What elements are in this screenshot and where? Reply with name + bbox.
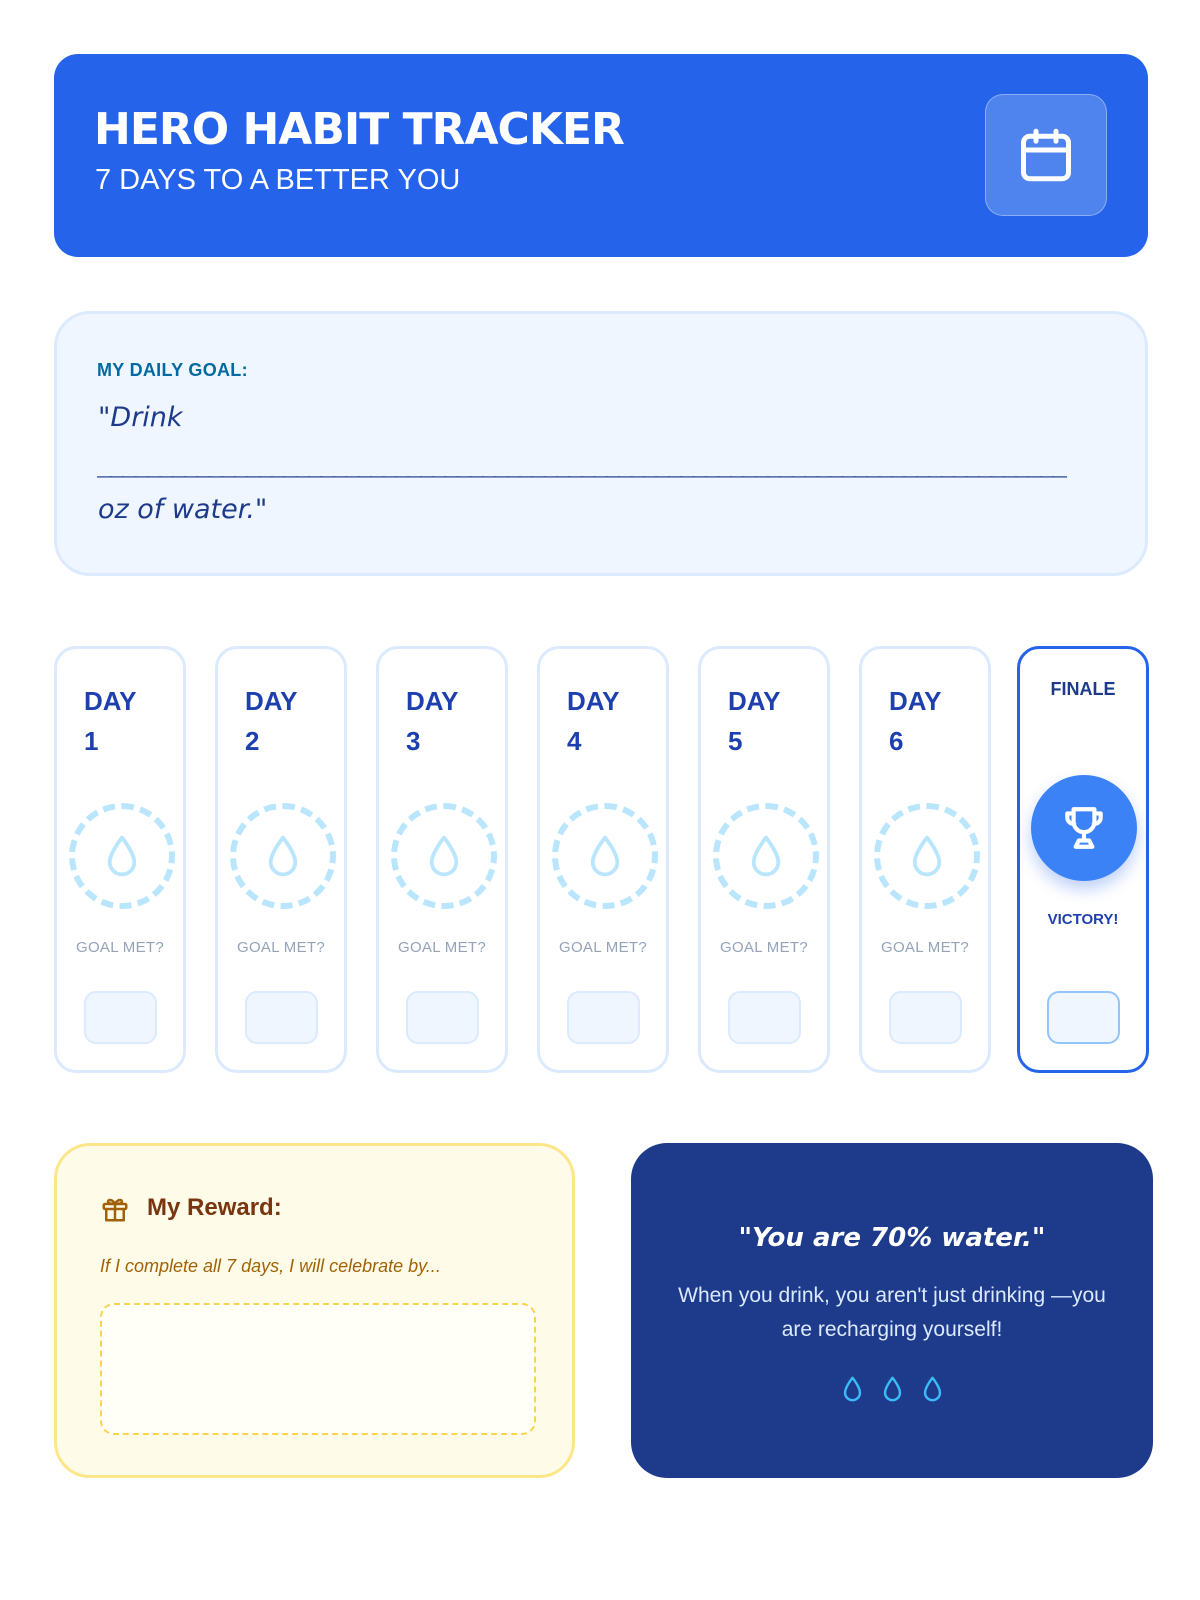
day-label: DAY (245, 686, 298, 716)
reward-card (54, 1143, 575, 1478)
day-title (245, 681, 298, 761)
reward-subtitle: If I complete all 7 days, I will celebrate by... (100, 1256, 441, 1276)
water-drop-icon (841, 1375, 864, 1403)
water-drop-icon (103, 833, 141, 879)
reward-title: My Reward: (147, 1194, 282, 1221)
finale-checkbox[interactable] (1047, 991, 1120, 1044)
goal-met-label: GOAL MET? (720, 939, 808, 956)
victory-label: VICTORY! (1047, 911, 1119, 928)
water-tracker-circle[interactable] (874, 803, 980, 909)
day-card-2 (215, 646, 347, 1073)
gift-icon (100, 1194, 130, 1224)
water-drop-icon (908, 833, 946, 879)
water-drop-icon (921, 1375, 944, 1403)
day-number: 6 (889, 726, 904, 756)
goal-met-checkbox[interactable] (406, 991, 479, 1044)
header-banner (54, 54, 1148, 257)
water-drop-icon (747, 833, 785, 879)
day-number: 2 (245, 726, 260, 756)
trophy-badge (1031, 775, 1137, 881)
goal-met-checkbox[interactable] (245, 991, 318, 1044)
day-title (889, 681, 942, 761)
water-tracker-circle[interactable] (69, 803, 175, 909)
daily-goal-card (54, 311, 1148, 576)
finale-card (1017, 646, 1149, 1073)
day-number: 3 (406, 726, 421, 756)
water-tracker-circle[interactable] (552, 803, 658, 909)
day-number: 5 (728, 726, 743, 756)
day-label: DAY (84, 686, 137, 716)
motivation-card (631, 1143, 1153, 1478)
goal-text-end: oz of water." (98, 494, 268, 525)
goal-met-label: GOAL MET? (237, 939, 325, 956)
goal-met-label: GOAL MET? (76, 939, 164, 956)
goal-met-checkbox[interactable] (84, 991, 157, 1044)
water-tracker-circle[interactable] (230, 803, 336, 909)
goal-text-start: "Drink (98, 402, 183, 433)
day-label: DAY (406, 686, 459, 716)
water-drop-icon (586, 833, 624, 879)
calendar-icon (1016, 125, 1076, 185)
trophy-icon (1059, 803, 1109, 853)
goal-met-checkbox[interactable] (889, 991, 962, 1044)
day-label: DAY (728, 686, 781, 716)
day-card-1 (54, 646, 186, 1073)
day-title (406, 681, 459, 761)
finale-title: FINALE (1050, 679, 1116, 699)
goal-amount-blank[interactable]: ______________________________________________________________________________ (97, 454, 1065, 483)
app-title: HERO HABIT TRACKER (94, 104, 624, 155)
reward-input-area[interactable] (100, 1303, 536, 1435)
water-drop-icon (264, 833, 302, 879)
goal-met-label: GOAL MET? (398, 939, 486, 956)
day-title (728, 681, 781, 761)
day-title (84, 681, 137, 761)
water-drop-icon (425, 833, 463, 879)
daily-goal-label: MY DAILY GOAL: (97, 360, 248, 380)
calendar-button[interactable] (985, 94, 1107, 216)
day-card-6 (859, 646, 991, 1073)
day-card-5 (698, 646, 830, 1073)
water-tracker-circle[interactable] (391, 803, 497, 909)
goal-met-label: GOAL MET? (559, 939, 647, 956)
quote-body: When you drink, you aren't just drinking —you are recharging yourself! (678, 1284, 1106, 1341)
day-card-3 (376, 646, 508, 1073)
water-tracker-circle[interactable] (713, 803, 819, 909)
decorative-drops (631, 1375, 1153, 1403)
day-label: DAY (567, 686, 620, 716)
goal-met-checkbox[interactable] (728, 991, 801, 1044)
day-label: DAY (889, 686, 942, 716)
day-number: 1 (84, 726, 99, 756)
water-drop-icon (881, 1375, 904, 1403)
goal-met-checkbox[interactable] (567, 991, 640, 1044)
day-title (567, 681, 620, 761)
quote-headline: "You are 70% water." (738, 1223, 1046, 1253)
day-number: 4 (567, 726, 582, 756)
day-card-4 (537, 646, 669, 1073)
app-subtitle: 7 DAYS TO A BETTER YOU (95, 164, 461, 196)
goal-met-label: GOAL MET? (881, 939, 969, 956)
